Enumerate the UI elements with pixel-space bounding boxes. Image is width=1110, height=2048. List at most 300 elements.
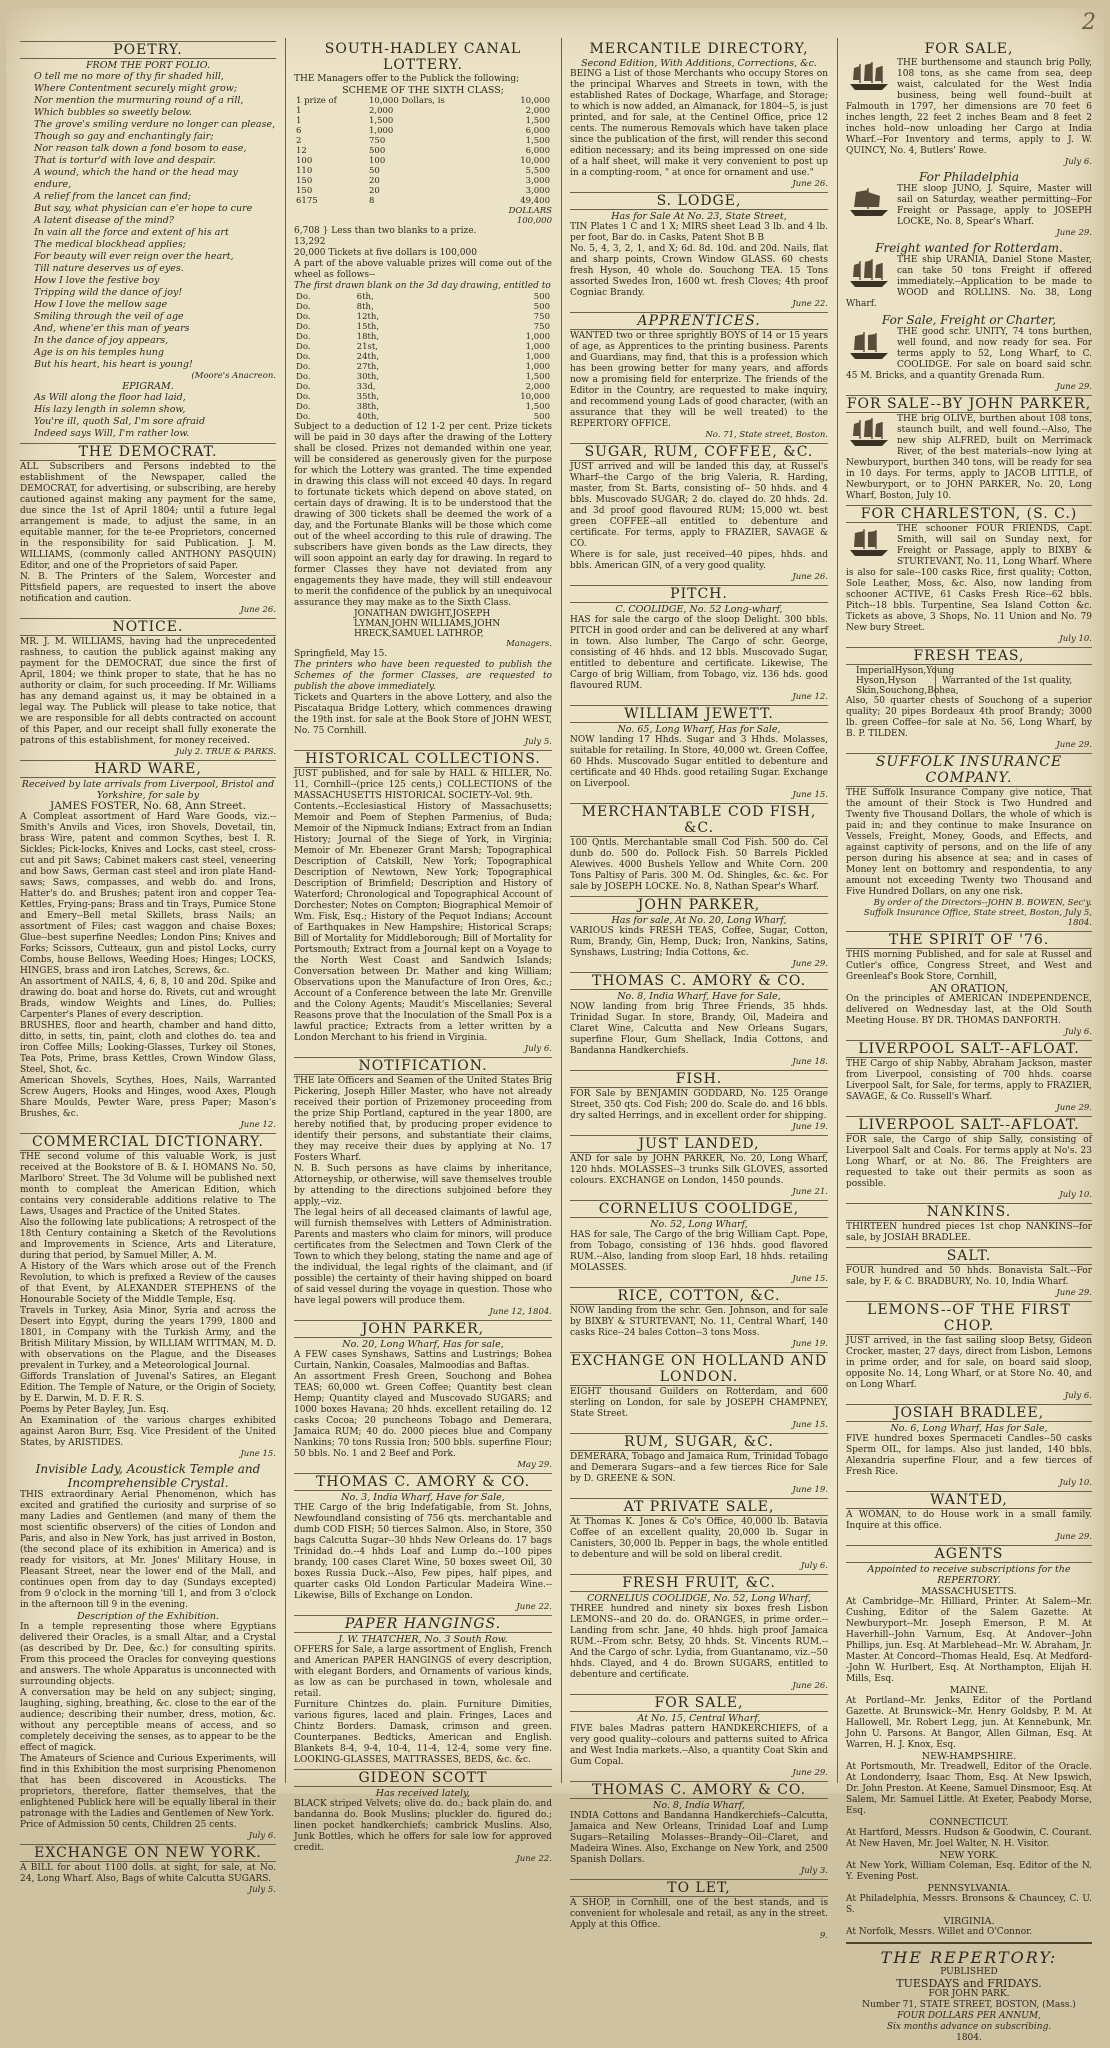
- prize-row-cell: 10,000: [520, 96, 550, 106]
- poem-line: But say, what physician can e'er hope to cure: [34, 203, 253, 214]
- poem: [20, 71, 276, 371]
- democrat-heading: THE DEMOCRAT.: [20, 443, 276, 461]
- holland-heading: EXCHANGE ON HOLLAND AND LONDON.: [570, 1353, 828, 1385]
- lottery-drawn-table: [294, 292, 552, 422]
- poem-line: How I love the festive boy: [34, 275, 160, 286]
- prize-row-cell: 6,000: [525, 126, 550, 136]
- salt-text: THE Cargo of ship Nabby, Abraham Jackson, master from Liverpool, consisting of 700 hhds. coarse Liverpool Salt, for Sale, for terms, apply to FRAZIER, SAVAGE, & Co. Russell's Wharf.: [846, 1059, 1092, 1102]
- drawn-row-cell: Do.: [296, 382, 311, 392]
- parker2-heading: JOHN PARKER,: [570, 896, 828, 914]
- forsale-heading: FOR SALE,: [570, 1694, 828, 1712]
- epigram-heading: EPIGRAM.: [122, 381, 174, 392]
- amory-text: THE Cargo of the brig Indefatigable, from St. Johns, Newfoundland consisting of 756 qts. merchantable and dumb COD FISH; 50 tierces Salmon. Also, in Store, 350 bags Calcutta Sugar--30 hhds New Orleans do. 17 bags Trinidad do.--4 hhds Loaf and Lump do.--100 pipes brandy, 100 cases Claret Wine, 50 boxes sweet Oil, 30 boxes Russia Duck.--Also, Few pipes, half pipes, and quarter casks Old London Particular Madeira Wine.--Likewise, Bills of Exchange on London.: [294, 1503, 552, 1601]
- drawn-row-cell: 1,000: [525, 332, 550, 342]
- prize-row-cell: 10,000: [520, 156, 550, 166]
- exchange-ny-date: July 5.: [248, 1885, 276, 1895]
- poem-line: O tell me no more of thy fir shaded hill,: [34, 71, 224, 82]
- amory2-heading: THOMAS C. AMORY & CO.: [570, 972, 828, 990]
- notice-heading: NOTICE.: [20, 618, 276, 636]
- jewett-date: June 15.: [792, 790, 828, 800]
- forsale-date: June 29.: [792, 1768, 828, 1778]
- prize-row-cell: 20: [369, 176, 380, 186]
- agents-text-7: At Norfolk, Messrs. Willet and O'Connor.: [846, 1927, 1033, 1937]
- lottery-heading: SOUTH-HADLEY CANAL LOTTERY.: [324, 41, 522, 73]
- prize-row-cell: 2,000: [369, 106, 394, 116]
- parker-teas: An assortment Fresh Green, Souchong and Bohea TEAS; 60,000 wt. Green Coffee; Quantity best clean Hemp; Quantity clayed and Muscovado SUGARS; and 1000 boxes Havana; 20 hhds. excellent retailing do. 12 casks Cocoa; 20 puncheons Tobago and Demerara, Jamaica RUM; 40 do. 2000 pieces blue and Company Nankins; 70 tons Russia Iron; 500 bbls. superfine Flour; 50 bbls. No. 1 and 2 Beef and Pork.: [294, 1372, 552, 1459]
- prize-row-cell: 49,400: [520, 196, 550, 206]
- salt3-text: FOUR hundred and 50 hhds. Bonavista Salt.--For sale, by F. & C. BRADBURY, No. 10, India Wharf.: [846, 1266, 1092, 1287]
- column-3: [564, 38, 834, 1941]
- lottery-prize-table: [294, 96, 552, 206]
- drawn-row-cell: 750: [533, 322, 550, 332]
- fruit-text: THREE hundred and ninety six boxes fresh Lisbon LEMONS--and 20 do. do. ORANGES, in prime order.--Landing from schr. Jane, 40 hhds. high proof Jamaica RUM.--From schr. Betsy, 20 hhds. St. Vincents RUM.--And the Cargo of schr. Lydia, from Guantanamo, viz.--50 hhds. Clayed, and 4 do. Brown SUGARS, entitled to debenture and certificate.: [570, 1604, 828, 1680]
- wanted-date: June 29.: [1056, 1532, 1092, 1542]
- amory3-text: INDIA Cottons and Bandanna Handkerchiefs--Calcutta, Jamaica and New Orleans, Trinidad Loaf and Lump Sugars--Retailing Molasses--Brandy--Oil--Claret, and Madeira Wines. Also, Exchange on New York, and 2500 Spanish Dollars.: [570, 1811, 828, 1865]
- democrat-text: ALL Subscribers and Persons indebted to the establishment of the Newspaper, called the DEMOCRAT, for advertising, or subscribing, are hereby cautioned against making any payment for the same, due since the 1st of April 1804; until a future legal arrangement is made, to adjust the same, in an equitable manner, for the te-ee Proprietors, concerned in the responsibility for said Publication. J. M. WILLIAMS, (commonly called ANTHONY PASQUIN) Editor, and one of the Proprietors of said Paper.: [20, 462, 276, 571]
- masthead-title: THE REPERTORY:: [880, 1948, 1058, 1967]
- to-let-text: A SHOP, in Cornhill, one of the best stands, and is convenient for wholesale and retail, as any in the street. Apply at this Office.: [570, 1898, 828, 1930]
- prize-row: [294, 116, 552, 126]
- drawn-row-cell: 10,000: [520, 392, 550, 402]
- lottery-printers: The printers who have been requested to publish the Schemes of the former Classes, are requested to publish the above immediately.: [294, 660, 552, 692]
- masthead-line-2: TUESDAYS and FRIDAYS.: [896, 1977, 1042, 1990]
- masthead-line-5: FOUR DOLLARS PER ANNUM,: [897, 2011, 1041, 2021]
- historical-contents: Contents.--Ecclesiastical History of Massachusetts; Memoir and Poem of Stephen Parmenius, of Buda; Memoir of the Nipmuck Indians; Extract from an Indian History; Journal of the Siege of York, in Virginia; Memoir of Mr. Ebenezer Grant Marsh; Topographical Description of Catskill, New York; Topographical Description of Newtown, New York; Topographical Description of Brimfield; Description and History of Waterford; Chronological and Topographical Account of Dorchester; Notes on Compton; Biographical Memoir of Wm. Fisk, Esq.; History of the Pequot Indians; Account of Earthquakes in New Hampshire; Historical Scraps; Bill of Mortality for Middleborough; Bill of Mortality for Portsmouth; Extract from a Journal kept on a Voyage to the North West Coast and Sandwich Islands; Conversation between Dr. Mather and king William; Observations upon the Manufacture of Iron Ores, &c.; Account of a Conference between the late Mr. Grenville and the Colony Agents; Maudit's Miscellanies; Several Reasons prove that the Inoculation of the Small Pox is a lawful practice; Extracts from a letter written by a London Merchant to his friend in Virginia.: [294, 802, 552, 1043]
- gideon-sub: Has received lately,: [375, 1788, 471, 1799]
- dictionary-text-4: Travels in Turkey, Asia Minor, Syria and across the Desert into Egypt, during the years 1799, 1800 and 1801, in Company with the Turkish Army, and the British Military Mission, by WILLIAM WITTMAN, M. D. with observations on the Plague, and the Diseases prevalent in Turkey, and a Meteorological Journal.: [20, 1306, 276, 1371]
- drawn-row-cell: Do.: [296, 402, 311, 412]
- fish-text: FOR Sale by BENJAMIN GODDARD, No. 125 Orange Street, 350 qts. Cod Fish; 200 do. Scale do. and 16 bbls. dry salted Herrings, and in excellent order for shipping.: [570, 1089, 828, 1121]
- drawn-row-cell: 1,500: [525, 372, 550, 382]
- charleston-date: July 10.: [1059, 634, 1092, 644]
- drawn-row: [294, 302, 552, 312]
- lottery-date: July 5.: [524, 737, 552, 747]
- dictionary-text-3: A History of the Wars which arose out of the French Revolution, to which is prefixed a Review of the causes of that Event, by ALEXANDER STEPHENS of the Honourable Society of the Middle Temple, Esq.: [20, 1262, 276, 1305]
- lottery-part: A part of the above valuable prizes will come out of the wheel as follows--: [294, 259, 552, 280]
- rotterdam-text: THE ship URANIA, Daniel Stone Master, can take 50 tons Freight if offered immediately.--Application to be made to WOOD and ROLLINS. No. 38, Long Wharf.: [846, 255, 1092, 309]
- teas-kinds: [846, 666, 959, 696]
- poetry-heading: POETRY.: [20, 41, 276, 59]
- tea-kind: Hyson Skin,: [856, 676, 917, 696]
- drawn-row-cell: 500: [533, 412, 550, 422]
- agents-text-5: At New York, William Coleman, Esq. Editor of the N. Y. Evening Post.: [846, 1861, 1092, 1882]
- ship-icon: [846, 257, 892, 289]
- lodge-date: June 22.: [792, 299, 828, 309]
- prize-row-cell: 1: [296, 116, 302, 126]
- gideon-heading: GIDEON SCOTT: [294, 1769, 552, 1787]
- dictionary-text-7: An Examination of the various charges exhibited against Aaron Burr, Esq. Vice President of the United States, by ARISTIDES.: [20, 1416, 276, 1448]
- notification-date: June 12, 1804.: [489, 1307, 552, 1317]
- lodge-text-2: No. 5, 4, 3, 2, 1, and X; 6d. 8d. 10d. and 20d. Nails, flat and sharp points, Crown Window GLASS. 60 chests fresh Hyson, 40 whole do. Souchong TEA. 15 Tons assorted Swedes Iron, 1600 wt. fresh Cloves; 4th proof Cogniac Brandy.: [570, 244, 828, 298]
- tea-kind: Imperial: [856, 666, 895, 676]
- private-sale-date: July 6.: [800, 1561, 828, 1571]
- poem-line: A relief from the lancet can find;: [34, 191, 192, 202]
- forsale1-date: July 6.: [1064, 157, 1092, 167]
- drawn-row-cell: Do.: [296, 292, 311, 302]
- lottery-intro: THE Managers offer to the Publick the following;: [294, 74, 520, 84]
- drawn-row-cell: Do.: [296, 352, 311, 362]
- drawn-row-cell: 21st,: [356, 342, 378, 352]
- invisible-lady-text: THIS extraordinary Aerial Phenomenon, which has excited and gratified the curiosity and surprise of so many Ladies and Gentlemen (and many of them the most scientific observers) of the cities of London and Paris, and also in New York, has just arrived in Boston, (the second place of its exhibition in America) and is ready for visitors, at Mr. Jones' Military House, in Pleasant Street, near the lower end of the Mall, and continues open from day to day (Sundays excepted) from 9 o'clock in the morning 'till 1, and from 3 o'clock in the afternoon till 9 in the evening.: [20, 1490, 276, 1610]
- prize-row-cell: 100: [296, 156, 313, 166]
- rum-text: DEMERARA, Tobago and Jamaica Rum, Trinidad Tobago and Demerara Sugars--and a few tierces Rice for Sale by D. GREENE & SON.: [570, 1452, 829, 1484]
- prize-row: [294, 196, 552, 206]
- drawn-row-cell: 33d,: [356, 382, 376, 392]
- prize-row-cell: 1: [296, 106, 302, 116]
- coolidge-text: HAS for sale, The Cargo of the brig William Capt. Pope, from Tobago, consisting of 136 hhds. good flavored RUM.--Also, landing from sloop Earl, 18 hhds. retailing MOLASSES.: [570, 1230, 828, 1273]
- drawn-row: [294, 382, 552, 392]
- jewett-heading: WILLIAM JEWETT.: [570, 705, 828, 723]
- manager-name: JOHN WILLIAMS,: [391, 619, 474, 629]
- lottery-drawn-heading: The first drawn blank on the 3d day drawing, entitled to: [294, 281, 551, 291]
- coolidge-date: June 15.: [792, 1274, 828, 1284]
- spirit-date: July 6.: [1064, 1027, 1092, 1037]
- dictionary-heading: COMMERCIAL DICTIONARY.: [20, 1133, 276, 1151]
- prize-row-cell: 3,000: [525, 176, 550, 186]
- column-rule: [561, 38, 562, 1783]
- dictionary-text: THE second volume of this valuable Work, is just received at the Bookstore of B. & I. HOMANS No. 50, Marlboro' Street. The 3d Volume will be published next month to compleat the American Edition, which contains very considerable additions relative to The Laws, Usages and Practice of the United States.: [20, 1152, 276, 1217]
- hardware-text-2: An assortment of NAILS, 4, 6, 8, 10 and 20d. Spike and drawing do. boat and horse do. Rivets, cut and wrought Brads, window Weights and Lines, do. Pullies; Carpenter's Planes of every description.: [20, 977, 276, 1020]
- private-sale-heading: AT PRIVATE SALE,: [570, 1498, 828, 1516]
- lottery-dollars-label: DOLLARS: [508, 206, 552, 216]
- drawn-row-cell: 38th,: [356, 402, 380, 412]
- to-let-heading: TO LET,: [570, 1879, 828, 1897]
- juno-heading: For Philadelphia: [918, 170, 1020, 184]
- amory-date: June 22.: [516, 1602, 552, 1612]
- drawn-row-cell: 18th,: [356, 332, 380, 342]
- lodge-text: TIN Plates 1 C and 1 X; MIRS sheet Lead 3 lb. and 4 lb. per foot, Bar do. in Casks, Patent Shot B B: [570, 222, 828, 243]
- bradlee-sub: No. 6, Long Wharf, Has for Sale,: [890, 1423, 1048, 1434]
- democrat-nb: N. B. The Printers of the Salem, Worcester and Pittsfield papers, are requested to insert the above notification and caution.: [20, 572, 276, 604]
- invisible-lady-heading: Invisible Lady, Acoustick Temple and Incomprehensible Crystal.: [35, 1462, 261, 1490]
- poem-line: In vain all the force and extent of his art: [34, 227, 229, 238]
- agents-state-nh: NEW-HAMPSHIRE.: [921, 1751, 1017, 1762]
- paper-hangings-sub: J. W. THATCHER, No. 3 South Row.: [338, 1634, 508, 1645]
- prize-row-cell: 150: [296, 186, 313, 196]
- agents-state-ma: MASSACHUSETTS.: [921, 1586, 1017, 1597]
- prize-row: [294, 166, 552, 176]
- nankins-heading: NANKINS.: [846, 1203, 1092, 1221]
- sugar-text: JUST arrived and will be landed this day, at Russel's Wharf--the Cargo of the brig Valeria, R. Harding, master, from St. Barts, consisting of-- 50 hhds. and 4 bbls. Muscovado SUGAR; 2 do. clayed do. 20 hhds. 2d. and 3d proof good flavoured RUM; 15,000 wt. best green COFFEE--all entitled to debenture and certificate. For terms, apply to FRAZIER, SAVAGE & CO.: [570, 462, 828, 549]
- bradlee-date: July 10.: [1059, 1478, 1092, 1488]
- prize-row-cell: 1 prize of: [296, 96, 337, 106]
- drawn-row-cell: 1,500: [525, 402, 550, 412]
- prize-row: [294, 146, 552, 156]
- salt2-text: FOR sale, the Cargo of ship Sally, consisting of Liverpool Salt and Coals. For terms apply at No's. 23 Long Wharf, or at No. 86. The Freighters are requested to take out their permits as soon as possible.: [846, 1135, 1092, 1189]
- prize-row-cell: 50: [369, 166, 380, 176]
- prize-row-cell: 150: [296, 176, 313, 186]
- poem-line: That is tortur'd with love and despair.: [34, 155, 216, 166]
- epigram-line: Indeed says Will, I'm rather low.: [34, 428, 190, 439]
- drawn-row-cell: Do.: [296, 362, 311, 372]
- exchange-ny-heading: EXCHANGE ON NEW YORK.: [20, 1844, 276, 1862]
- drawn-row-cell: Do.: [296, 312, 311, 322]
- poem-line: A latent disease of the mind?: [34, 215, 174, 226]
- agents-text-6: At Philadelphia, Messrs. Bronsons & Chauncey, C. U. S.: [846, 1894, 1092, 1915]
- amory-heading: THOMAS C. AMORY & CO.: [294, 1473, 552, 1491]
- coolidge-heading: CORNELIUS COOLIDGE,: [570, 1200, 828, 1218]
- masthead-line-4: Number 71, STATE STREET, BOSTON, (Mass.): [862, 2000, 1076, 2010]
- prize-row-cell: 5,500: [525, 166, 550, 176]
- drawn-row-cell: 500: [533, 292, 550, 302]
- fish-heading: FISH.: [570, 1070, 828, 1088]
- poem-line: For beauty will ever reign over the heart,: [34, 251, 234, 262]
- parker-date: May 29.: [517, 1460, 552, 1470]
- teas-heading: FRESH TEAS,: [846, 647, 1092, 665]
- amory3-date: July 3.: [800, 1866, 828, 1876]
- pitch-date: June 12.: [792, 692, 828, 702]
- agents-text-4: At Hartford, Messrs. Hudson & Goodwin, C. Courant. At New Haven, Mr. Joel Walter, N. H. Visitor.: [846, 1828, 1092, 1849]
- lodge-heading: S. LODGE,: [570, 192, 828, 210]
- drawn-row: [294, 312, 552, 322]
- parker-heading: JOHN PARKER,: [294, 1320, 552, 1338]
- fish-date: June 19.: [792, 1122, 828, 1132]
- fruit-date: June 26.: [792, 1681, 828, 1691]
- agents-heading: AGENTS: [846, 1545, 1092, 1563]
- manager-name: JOSEPH LYMAN,: [354, 609, 491, 629]
- forsale1-heading: FOR SALE,: [924, 41, 1014, 57]
- epigram: [20, 392, 276, 440]
- charter-text: THE good schr. UNITY, 74 tons burthen, well found, and now ready for sea. For terms apply to 52, Long Wharf, to C. COOLIDGE. For sale on board said schr. 45 M. Bricks, and a quantity Grenada Rum.: [846, 327, 1092, 381]
- drawn-row: [294, 322, 552, 332]
- invisible-lady-text-4: The Amateurs of Science and Curious Experiments, will find in this Exhibition the most surprising Phenomenon that has been discovered in Acousticks. The proprietors, therefore, flatter themselves, that the enlightened Publick here will be equally liberal in their patronage with the Ladies and Gentlemen of New York.: [20, 1754, 276, 1819]
- drawn-row-cell: 6th,: [356, 292, 374, 302]
- drawn-row: [294, 392, 552, 402]
- teas-list: [846, 666, 1092, 696]
- amory2-date: June 18.: [792, 1057, 828, 1067]
- historical-date: July 6.: [524, 1044, 552, 1054]
- column-1: [14, 38, 282, 1895]
- lottery-managers-label: Managers.: [506, 639, 552, 649]
- parker2-sub: Has for sale, At No. 20, Long Wharf,: [611, 915, 787, 926]
- teas-date: June 29.: [1056, 740, 1092, 750]
- prize-row-cell: 100: [369, 156, 386, 166]
- agents-state-me: MAINE.: [949, 1685, 989, 1696]
- charter-date: June 29.: [1056, 382, 1092, 392]
- democrat-date: June 26.: [240, 605, 276, 615]
- sugar-heading: SUGAR, RUM, COFFEE, &C.: [570, 443, 828, 461]
- prize-row-cell: 1,500: [369, 116, 394, 126]
- prize-row-cell: 6175: [296, 196, 318, 206]
- wanted-heading: WANTED,: [846, 1491, 1092, 1509]
- drawn-row: [294, 352, 552, 362]
- ship-icon: [846, 416, 892, 448]
- gideon-text: BLACK striped Velvets; olive do. do.; back plain do. and bandanna do. Book Muslins; pluckler do. figured do.; linen pocket handkerchiefs; cambrick Muslins. Also, Junk Bottles, which he offers for sale low for approved credit.: [294, 1799, 552, 1853]
- dictionary-text-5: Giffords Translation of Juvenal's Satires, an Elegant Edition. The Temple of Nature, or the Origin of Society, by E. Darwin, M. D. F. R. S.: [20, 1372, 276, 1404]
- manager-name: JONATHAN DWIGHT,: [354, 609, 453, 619]
- drawn-row-cell: 1,000: [525, 342, 550, 352]
- poem-line: Tripping wild the dance of joy!: [34, 287, 183, 298]
- apprentices-text: WANTED two or three sprightly BOYS of 14 or 15 years of age, as Apprentices to the printing business. Parents and Guardians, may find, that this is a profession which has been growing better for many years, and affords now a promising field for enterprize. The friends of the Editor in the Country, are requested to make inquiry, and recommend young Lads of good character, (with an assurance that they will be well treated) to the REPERTORY OFFICE.: [570, 331, 828, 429]
- agents-sub: Appointed to receive subscriptions for the REPERTORY.: [867, 1564, 1071, 1586]
- drawn-row-cell: 750: [533, 312, 550, 322]
- prize-row: [294, 156, 552, 166]
- tea-kind: Souchong,: [879, 686, 928, 696]
- lottery-managers: [294, 609, 552, 639]
- drawn-row-cell: Do.: [296, 322, 311, 332]
- prize-row-cell: 10,000 Dollars, is: [369, 96, 445, 106]
- poem-line: In the dance of joy appears,: [34, 335, 169, 346]
- prize-row-cell: 2: [296, 136, 302, 146]
- prize-row: [294, 176, 552, 186]
- hardware-heading: HARD WARE,: [20, 760, 276, 778]
- agents-text: At Cambridge--Mr. Hilliard, Printer. At Salem--Mr. Cushing, Editor of the Salem Gazette. At Newburyport--Mr. Joseph Emerson, P. M. At Haverhill--John Varnum, Esq. At Andover--John Phillips, jun. Esq. At Marblehead--Mr. W. Abraham, Jr. Master. At Concord--Thomas Heald, Esq. At Medford--John W. Hurlbert, Esq. At Northampton, Elijah H. Mills, Esq.: [846, 1597, 1092, 1684]
- landed-date: June 21.: [792, 1187, 828, 1197]
- drawn-row: [294, 292, 552, 302]
- notification-text-3: The legal heirs of all deceased claimants of lawful age, will furnish themselves with Letters of Administration. Parents and masters who claim for minors, will produce certificates from the Selectmen and Town Clerk of the Town to which they belong, stating the name and age of the individual, the legal rights of the claimant, and (if possible) the certainty of their having shipped on board of said vessel during the voyage in question. Those who have legal powers will produce them.: [294, 1208, 552, 1306]
- lottery-blanks-2: 13,292: [294, 237, 326, 247]
- notice-sign: July 2. TRUE & PARKS.: [175, 747, 276, 757]
- bradlee-text: FIVE hundred boxes Spermaceti Candles--50 casks Sperm OIL, for lamps. Also just landed, 140 bbls. Alexandria superfine Flour, and a few tierces of Fresh Rice.: [846, 1434, 1092, 1477]
- salt2-heading: LIVERPOOL SALT--AFLOAT.: [846, 1116, 1092, 1134]
- teas-text: Also, 50 quarter chests of Souchong of a superior quality; 20 pipes Bordeaux 4th proof Brandy; 3000 lb. green Coffee--for sale at No. 56, Long Wharf, by B. P. TILDEN.: [846, 696, 1092, 739]
- lottery-total: 100,000: [516, 216, 552, 226]
- pitch-sub: C. COOLIDGE, No. 52 Long-wharf,: [615, 604, 783, 615]
- prize-row-cell: 1,500: [525, 116, 550, 126]
- directory-text: BEING a List of those Merchants who occupy Stores on the principal Wharves and Streets in town, with the established Rates of Dockage, Wharfage, and Storage; to which is now added, an Almanack, for 1804--5, is just printed, and for sale, at the Centinel Office, price 12 cents. The numerous Removals which have taken place since the publication of the first, will render this second edition necessary; and its being impressed on one side of a half sheet, will make it very convenient to post up in a compting-room, " at once for ornament and use.": [570, 69, 828, 178]
- drawn-row-cell: 12th,: [356, 312, 380, 322]
- poem-attribution: (Moore's Anacreon.: [191, 371, 276, 381]
- spirit-text: THIS morning Published, and for sale at Russel and Cutler's office, Congress Street, and West and Greenleaf's Book Store, Cornhill,: [846, 950, 1092, 982]
- poem-line: The medical blockhead applies;: [34, 239, 186, 250]
- rum-heading: RUM, SUGAR, &C.: [570, 1433, 828, 1451]
- rice-heading: RICE, COTTON, &C.: [570, 1287, 828, 1305]
- tea-kind: Young Hyson,: [856, 666, 955, 686]
- parker2-date: June 29.: [792, 959, 828, 969]
- prize-row-cell: 8: [369, 196, 375, 206]
- invisible-lady-text-3: A conversation may be held on any subject; singing, laughing, sighing, breathing, &c. close to the ear of the audience; describing their number, dress, motion, &c. without any perceptible means of access, and so completely deceiving the senses, as to appear to be the effect of magick.: [20, 1688, 276, 1753]
- historical-heading: HISTORICAL COLLECTIONS.: [294, 750, 552, 768]
- hardware-sub: Received by late arrivals from Liverpool, Bristol and Yorkshire, for sale by: [21, 779, 275, 801]
- invisible-lady-date: July 6.: [248, 1831, 276, 1841]
- prize-row-cell: 110: [296, 166, 313, 176]
- poem-line: Till nature deserves us of eyes.: [34, 263, 184, 274]
- epigram-line: You're ill, quoth Sal, I'm sore afraid: [34, 416, 206, 427]
- drawn-row-cell: 8th,: [356, 302, 374, 312]
- historical-text: JUST published, and for sale by HALL & HILLER, No. 11, Cornhill--(price 125 cents,) COLLECTIONS of the MASSACHUSETTS HISTORICAL SOCIETY--Vol. 9th.: [294, 769, 552, 801]
- bradlee-heading: JOSIAH BRADLEE,: [846, 1404, 1092, 1422]
- apprentices-sign: No. 71, State street, Boston.: [705, 430, 828, 440]
- prize-row: [294, 136, 552, 146]
- agents-state-ny: NEW YORK.: [939, 1850, 999, 1861]
- spirit-oration: AN ORATION,: [929, 982, 1009, 995]
- charleston-heading: FOR CHARLESTON, (S. C.): [846, 505, 1092, 523]
- hardware-text: A Compleat assortment of Hard Ware Goods, viz.--Smith's Anvils and Vices, iron Shovels, Dovetail, tin, brass Wire, patent and common Scythes, best I. R. Sickles; Pick-locks, Knives and Locks, cast steel, cross-cut and pit Saws; Cabinet makers cast steel, veneering and bow Saws, German cast steel and iron plate Hand-saws; Saws, compasses, and webb do. and Irons, Hatter's do. and Brushes; patent iron and copper Tea-Kettles, Frying-pans; Brass and tin Trays, Pumice Stone and Emery--Bell metal Skillets, brass Nails; an assortment of Files; cast waggon and chaise Boxes; Glue--best superfine Needles; London Pins; Knives and Forks; Scissors, Cutteaux, gun and pistol Locks, curry Combs, house Bellows, Weeding Hoes; Hinges; LOCKS, HINGES, brass and iron Latches, Screws, &c.: [20, 812, 276, 976]
- agents-state-va: VIRGINIA.: [943, 1916, 995, 1927]
- directory-date: June 26.: [792, 179, 828, 189]
- manager-name: SAMUEL LATHROP,: [391, 629, 484, 639]
- paper-hangings-text: OFFERS for Sale, a large assortment of English, French and American PAPER HANGINGS of every description, with elegant Borders, and Ornaments of various kinds, as low as can be purchased in town, wholesale and retail.: [294, 1645, 552, 1699]
- drawn-row: [294, 362, 552, 372]
- poem-line: Where Contentment securely might grow;: [34, 83, 238, 94]
- salt3-heading: SALT.: [846, 1247, 1092, 1265]
- drawn-row: [294, 372, 552, 382]
- pitch-heading: PITCH.: [570, 585, 828, 603]
- masthead: [846, 1942, 1092, 2048]
- lottery-text-2: Tickets and Quarters in the above Lottery, and also the Piscataqua Bridge Lottery, which commences drawing the 19th inst. for sale at the Book Store of JOHN WEST, No. 75 Cornhill.: [294, 693, 552, 736]
- drawn-row-cell: 27th,: [356, 362, 380, 372]
- landed-text: AND for sale by JOHN PARKER, No. 20, Long Wharf, 120 hhds. MOLASSES--3 trunks Silk GLOVES, assorted colours. EXCHANGE on London, 1450 pounds.: [570, 1154, 828, 1186]
- to-let-date: 9.: [819, 1931, 828, 1941]
- amory3-sub: No. 8, India Wharf,: [653, 1800, 745, 1811]
- jewett-sub: No. 65, Long Wharf, Has for Sale,: [617, 724, 781, 735]
- agents-state-ct: CONNECTICUT.: [929, 1817, 1009, 1828]
- spirit-text-2: On the principles of AMERICAN INDEPENDENCE, delivered on Wednesday last, at the Old South Meeting House. BY DR. THOMAS DANFORTH.: [846, 994, 1092, 1026]
- newspaper-page: [6, 8, 1104, 2043]
- poem-line: A wound, which the hand or the head may endure,: [34, 167, 238, 190]
- poetry-source: FROM THE PORT FOLIO.: [85, 60, 211, 71]
- epigram-line: His lazy length in solemn show,: [34, 404, 186, 415]
- tea-kind: Hyson,: [894, 666, 927, 676]
- drawn-row-cell: 500: [533, 302, 550, 312]
- hardware-text-3: BRUSHES, floor and hearth, chamber and hand ditto, ditto, in setts, tin, paint, cloth and clothes do. tea and iron Coffee Mills; Looking-Glasses, Turkey oil Stones, Tea Pots, Prime, brass Kettles, Crown Window Glass, Steel, Shot, &c.: [20, 1021, 276, 1075]
- gideon-date: June 22.: [516, 1854, 552, 1864]
- fruit-sub: CORNELIUS COOLIDGE, No. 52, Long Wharf,: [587, 1593, 811, 1604]
- drawn-row-cell: 1,000: [525, 362, 550, 372]
- nankins-text: THIRTEEN hundred pieces 1st chop NANKINS--for sale, by JOSIAH BRADLEE.: [846, 1222, 1092, 1243]
- poem-line: How I love the mellow sage: [34, 299, 168, 310]
- drawn-row: [294, 412, 552, 422]
- lottery-scheme-heading: SCHEME OF THE SIXTH CLASS;: [342, 85, 504, 96]
- prize-row-cell: 6: [296, 126, 302, 136]
- drawn-row-cell: Do.: [296, 342, 311, 352]
- fruit-heading: FRESH FRUIT, &C.: [570, 1574, 828, 1592]
- epigram-line: As Will along the floor had laid,: [34, 392, 186, 403]
- dictionary-date: June 15.: [240, 1449, 276, 1459]
- prize-row-cell: 6,000: [525, 146, 550, 156]
- poem-line: Though so gay and enchantingly fair;: [34, 131, 214, 142]
- lemons-date: July 6.: [1064, 1391, 1092, 1401]
- juno-date: June 29.: [1056, 228, 1092, 238]
- drawn-row-cell: Do.: [296, 302, 311, 312]
- rum-date: June 19.: [792, 1485, 828, 1495]
- drawn-row: [294, 342, 552, 352]
- prize-row-cell: 750: [369, 136, 386, 146]
- prize-row-cell: 2,000: [525, 106, 550, 116]
- codfish-heading: MERCHANTABLE COD FISH, &C.: [570, 803, 828, 837]
- dictionary-text-6: Poems by Peter Bayley, Jun. Esq.: [20, 1405, 169, 1415]
- prize-row: [294, 186, 552, 196]
- column-rule: [837, 38, 838, 1783]
- parker-sub: No. 20, Long Wharf, Has for sale,: [342, 1339, 504, 1350]
- lottery-text: Subject to a deduction of 12 1-2 per cent. Prize tickets will be paid in 30 days after the drawing of the Lottery shall be closed. Prizes not demanded within one year, will be considered as generously given for the purpose for which the Lottery was granted. The time expended in drawing this class will not exceed 40 days. In regard to fortunate tickets which depend on above stated, on certain days of drawing. It is to be understood that the drawing of 300 tickets shall be deemed the work of a day, and the Fortunate Blanks will be those which come out of the wheel according to this rule of drawing. The subscribers have given bonds as the Law directs, they will soon appoint an early day for drawing. In regard to former Classes they have not deviated from any engagements they have made, they will still endeavour to merit the confidence of the publick by an unequivocal assurance they may make as to the Sixth Class.: [294, 422, 552, 608]
- prize-row-cell: 500: [369, 146, 386, 156]
- drawn-row-cell: Do.: [296, 332, 311, 342]
- holland-text: EIGHT thousand Guilders on Rotterdam, and 600 sterling on London, for sale by JOSEPH CHAMPNEY, State Street.: [570, 1387, 828, 1419]
- poem-line: But his heart, his heart is young!: [34, 359, 193, 370]
- prize-row: [294, 96, 552, 106]
- poem-line: The grove's smiling verdure no longer can please,: [34, 119, 276, 130]
- agents-state-pa: PENNSYLVANIA.: [927, 1883, 1011, 1894]
- charter-heading: For Sale, Freight or Charter,: [881, 313, 1057, 327]
- drawn-row: [294, 402, 552, 412]
- paper-hangings-text-2: Furniture Chintzes do. plain. Furniture Dimities, various figures, laced and plain. Fringes, Laces and Chintz Borders. Damask, crimson and green. Counterpanes. Bedticks, American and English. Blankets 8-4, 9-4, 10-4, 11-4, 12-4, some very fine. LOOKING-GLASSES, MATTRASSES, BEDS, &c. &c.: [294, 1700, 552, 1765]
- drawn-row: [294, 332, 552, 342]
- olive-heading: FOR SALE--BY JOHN PARKER,: [846, 396, 1092, 412]
- notice-text: MR. J. M. WILLIAMS, having had the unprecedented rashness, to caution the publick against making any payment for the DEMOCRAT, due since the first of April, 1804; we think proper to state, that he has no authority or claim, for such proceeding. If Mr. Williams has any demand against us, it may be obtained in a legal way. The Publick will please to take notice, that we are responsible for all debts contracted on account of this Paper, and our receipt shall fully exonerate the patrons of this establishment, for money received.: [20, 637, 276, 746]
- exchange-ny-text: A BILL for about 1100 dolls. at sight, for sale, at No. 24, Long Wharf. Also, Bags of white Calcutta SUGARS.: [20, 1863, 276, 1884]
- drawn-row-cell: 24th,: [356, 352, 380, 362]
- charleston-text: THE schooner FOUR FRIENDS, Capt. Smith, will sail on Sunday next, for Freight or Passage, apply to BIXBY & STURTEVANT, No. 11, Long Wharf. Where is also for sale--100 casks Rice, first quality; Cotton, Sole Leather, Moss, &c. Also, now landing from schooner ACTIVE, 61 Casks Fresh Rice--62 bbls. Pitch--18 bbls. Turpentine, Sea Island Cotton &c. Tickets as above, 3 Shops, No. 11 Union and No. 79 New bury Street.: [846, 524, 1092, 633]
- lemons-heading: LEMONS--OF THE FIRST CHOP.: [846, 1301, 1092, 1335]
- parker2-text: VARIOUS kinds FRESH TEAS, Coffee, Sugar, Cotton, Rum, Brandy, Gin, Hemp, Duck; Iron, Nankins, Satins, Synshaws, Lustring; India Cottons, &c.: [570, 926, 828, 958]
- agents-text-3: At Portsmouth, Mr. Treadwell, Editor of the Oracle. At Londonderry, Isaac Thom, Esq. At New Ipswich, Dr. John Preston. At Keene, Samuel Dinsmoor, Esq. At Salem, Mr. Samuel Little. At Exeter, Peabody Morse, Esq.: [846, 1762, 1092, 1816]
- prize-row: [294, 126, 552, 136]
- holland-date: June 15.: [792, 1420, 828, 1430]
- poem-line: Nor reason talk down a fond bosom to ease,: [34, 143, 247, 154]
- prize-row-cell: 20: [369, 186, 380, 196]
- insurance-text: THE Suffolk Insurance Company give notice, That the amount of their Stock is Two Hundred and Twenty five Thousand Dollars, the whole of which is paid in; and they continue to make Insurance on Vessels, Freight, Money, Goods, and Effects, and against captivity of persons, and on the life of any person during his absence at sea; and in cases of Money lent on bottomry and respondentia, to any amount not exceeding Twenty two Thousand and Five Hundred Dollars, on any one risk.: [846, 788, 1092, 897]
